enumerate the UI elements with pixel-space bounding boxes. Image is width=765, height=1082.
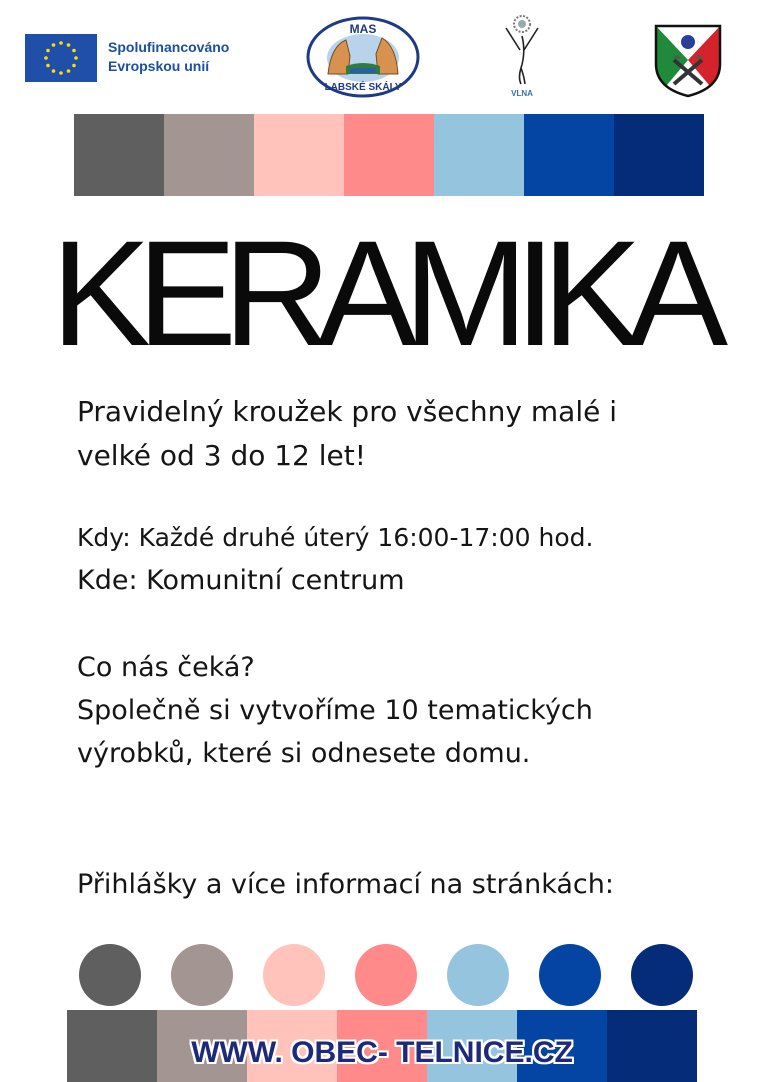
eu-star [74,56,78,60]
color-dot [539,944,601,1006]
eu-star [67,69,71,73]
eu-star [72,64,76,68]
top-stripe-segment [164,114,254,196]
signup-info-text: Přihlášky a více informací na stránkách: [77,869,614,900]
eu-line-2: Evropskou unií [108,58,210,74]
top-stripe-segment [344,114,434,196]
intro-line-1: Pravidelný kroužek pro všechny malé i [77,395,617,428]
vlna-logo [500,12,546,100]
color-dot [263,944,325,1006]
eu-star [46,49,50,53]
color-dot [355,944,417,1006]
mas-bottom-text: LABSKÉ SKÁLY [324,82,402,93]
top-stripe-segment [74,114,164,196]
description-line-1: Společně si vytvoříme 10 tematických [77,695,593,726]
color-dot [631,944,693,1006]
eu-line-1: Spolufinancováno [108,39,230,55]
eu-star [72,49,76,53]
schedule-text: Kdy: Každé druhé úterý 16:00-17:00 hod. [77,523,594,552]
eu-star [59,41,63,45]
color-dot [79,944,141,1006]
eu-star [67,43,71,47]
eu-flag-icon [25,34,97,82]
eu-star [46,64,50,68]
eu-star [52,43,56,47]
mas-labske-skaly-logo [306,16,420,98]
location-text: Kde: Komunitní centrum [77,565,405,596]
top-stripe-segment [524,114,614,196]
top-color-stripe [74,114,704,196]
intro-line-2: velké od 3 do 12 let! [77,439,366,472]
top-stripe-segment [434,114,524,196]
top-stripe-segment [254,114,344,196]
description-line-2: výrobků, které si odnesete domu. [77,738,531,769]
page-title: KERAMIKA [50,209,715,377]
eu-star [59,71,63,75]
eu-star [52,69,56,73]
eu-star [44,56,48,60]
vlna-text: VLNA [511,89,533,98]
color-dot [171,944,233,1006]
municipal-crest-icon [654,24,722,98]
question-heading: Co nás čeká? [77,652,255,683]
website-link[interactable]: WWW. OBEC- TELNICE.CZ [191,1036,573,1069]
eu-cofinanced-text [108,38,229,76]
color-dot [447,944,509,1006]
mas-top-text: MAS [349,22,377,36]
top-stripe-segment [614,114,704,196]
